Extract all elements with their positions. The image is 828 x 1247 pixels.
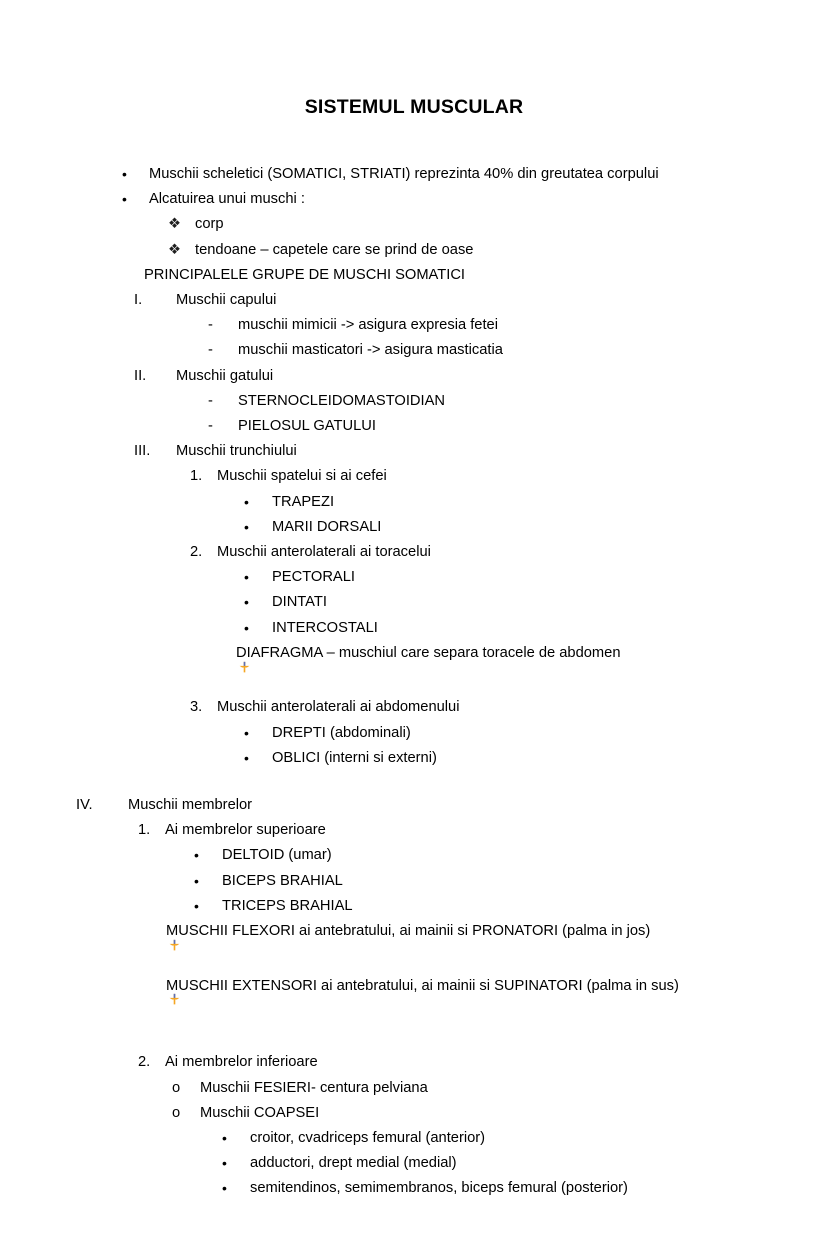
list-item-label: DELTOID (umar) xyxy=(222,847,332,864)
list-item-label: STERNOCLEIDOMASTOIDIAN xyxy=(238,392,446,409)
arrow-bullet-icon xyxy=(144,924,166,968)
list-item xyxy=(74,217,754,232)
group-title: Ai membrelor superioare xyxy=(165,822,326,839)
page-title: SISTEMUL MUSCULAR xyxy=(304,96,524,118)
roman-numeral: IV. xyxy=(76,797,93,814)
circle-marker-icon: o xyxy=(172,1104,181,1121)
dash-icon: - xyxy=(208,392,213,409)
list-item xyxy=(74,570,754,585)
list-item xyxy=(74,192,754,207)
list-item-label: corp xyxy=(195,216,224,233)
group-item xyxy=(74,469,754,484)
section-title: Muschii gatului xyxy=(176,367,274,384)
list-item-label: TRICEPS BRAHIAL xyxy=(222,897,353,914)
section-heading xyxy=(74,268,754,283)
list-item xyxy=(74,595,754,610)
list-item-label: BICEPS BRAHIAL xyxy=(222,872,343,889)
list-item xyxy=(74,1131,754,1146)
list-item xyxy=(74,343,754,358)
list-item xyxy=(74,495,754,510)
dash-icon: - xyxy=(208,418,213,435)
bullet-icon: • xyxy=(194,847,199,864)
list-item xyxy=(74,621,754,636)
list-item-label: DREPTI (abdominali) xyxy=(272,724,411,741)
roman-numeral: III. xyxy=(134,443,151,460)
bullet-icon: • xyxy=(122,191,127,208)
group-title: Muschii anterolaterali ai abdomenului xyxy=(217,699,460,716)
list-item xyxy=(74,167,754,182)
group-item xyxy=(74,823,754,838)
group-item xyxy=(74,1055,754,1070)
list-item xyxy=(74,848,754,863)
section-title: Muschii capului xyxy=(176,292,277,309)
list-item xyxy=(74,419,754,434)
bullet-icon: • xyxy=(222,1155,227,1172)
dash-icon: - xyxy=(208,317,213,334)
section-item-i xyxy=(74,293,754,308)
list-item-label: tendoane – capetele care se prind de oase xyxy=(195,241,474,258)
bullet-icon: • xyxy=(244,569,249,586)
list-item-label: Alcatuirea unui muschi : xyxy=(149,191,305,208)
roman-numeral: I. xyxy=(134,292,143,309)
group-title: Muschii anterolaterali ai toracelui xyxy=(217,544,431,561)
group-number: 1. xyxy=(138,822,151,839)
group-item xyxy=(74,545,754,560)
bullet-icon: • xyxy=(222,1129,227,1146)
bullet-icon: • xyxy=(122,166,127,182)
section-item-ii xyxy=(74,369,754,384)
section-title: Muschii membrelor xyxy=(128,797,253,814)
bullet-icon: • xyxy=(244,749,249,766)
list-item xyxy=(74,726,754,741)
group-title: Ai membrelor inferioare xyxy=(165,1054,318,1071)
list-item xyxy=(74,1081,754,1096)
note-item xyxy=(74,646,754,690)
list-item xyxy=(74,1106,754,1121)
list-item-label: PIELOSUL GATULUI xyxy=(238,418,376,435)
list-item xyxy=(74,874,754,889)
list-item-label: Muschii scheletici (SOMATICI, STRIATI) reprezinta 40% din greutatea corpului xyxy=(149,166,659,182)
bullet-icon: • xyxy=(244,518,249,535)
bullet-icon: • xyxy=(194,872,199,889)
bullet-icon: • xyxy=(194,897,199,914)
dash-icon: - xyxy=(208,342,213,359)
section-title: Muschii trunchiului xyxy=(176,443,297,460)
note-item xyxy=(74,924,754,968)
section-heading-label: PRINCIPALELE GRUPE DE MUSCHI SOMATICI xyxy=(144,266,466,283)
list-item-label: Muschii FESIERI- centura pelviana xyxy=(200,1079,428,1096)
bullet-icon: • xyxy=(244,493,249,510)
list-item-label: croitor, cvadriceps femural (anterior) xyxy=(250,1129,486,1146)
group-item xyxy=(74,700,754,715)
group-title: Muschii spatelui si ai cefei xyxy=(217,468,387,485)
note-label: MUSCHII FLEXORI ai antebratului, ai mainii si PRONATORI (palma in jos) xyxy=(166,923,651,940)
diamond-icon: ❖ xyxy=(168,216,182,233)
note-label: MUSCHII EXTENSORI ai antebratului, ai mainii si SUPINATORI (palma in sus) xyxy=(166,977,679,994)
list-item-label: adductori, drept medial (medial) xyxy=(250,1155,457,1172)
list-item xyxy=(74,1156,754,1171)
list-item xyxy=(74,394,754,409)
list-item-label: muschii masticatori -> asigura masticatia xyxy=(238,342,503,359)
list-item-label: OBLICI (interni si externi) xyxy=(272,749,437,766)
bullet-icon: • xyxy=(244,724,249,741)
note-item xyxy=(74,979,754,1023)
list-item-label: PECTORALI xyxy=(272,569,355,586)
list-item-label: TRAPEZI xyxy=(272,493,335,510)
list-item-label: Muschii COAPSEI xyxy=(200,1104,320,1121)
group-number: 1. xyxy=(190,468,203,485)
roman-numeral: II. xyxy=(134,367,147,384)
bullet-icon: • xyxy=(222,1180,227,1197)
list-item xyxy=(74,1181,754,1196)
list-item-label: muschii mimicii -> asigura expresia fetei xyxy=(238,317,498,334)
list-item xyxy=(74,899,754,914)
list-item-label: DINTATI xyxy=(272,594,327,611)
circle-marker-icon: o xyxy=(172,1079,181,1096)
list-item xyxy=(74,751,754,766)
group-number: 2. xyxy=(190,544,203,561)
list-item xyxy=(74,520,754,535)
arrow-bullet-icon xyxy=(214,646,236,690)
list-item-label: MARII DORSALI xyxy=(272,518,382,535)
arrow-bullet-icon xyxy=(144,979,166,1023)
group-number: 3. xyxy=(190,699,203,716)
section-item-iv xyxy=(74,798,754,813)
section-item-iii xyxy=(74,444,754,459)
list-item-label: semitendinos, semimembranos, biceps femural (posterior) xyxy=(250,1180,628,1197)
list-item-label: INTERCOSTALI xyxy=(272,619,378,636)
bullet-icon: • xyxy=(244,594,249,611)
note-label: DIAFRAGMA – muschiul care separa toracele de abdomen xyxy=(236,644,621,661)
list-item xyxy=(74,318,754,333)
group-number: 2. xyxy=(138,1054,151,1071)
diamond-icon: ❖ xyxy=(168,241,182,258)
list-item xyxy=(74,243,754,258)
bullet-icon: • xyxy=(244,619,249,636)
